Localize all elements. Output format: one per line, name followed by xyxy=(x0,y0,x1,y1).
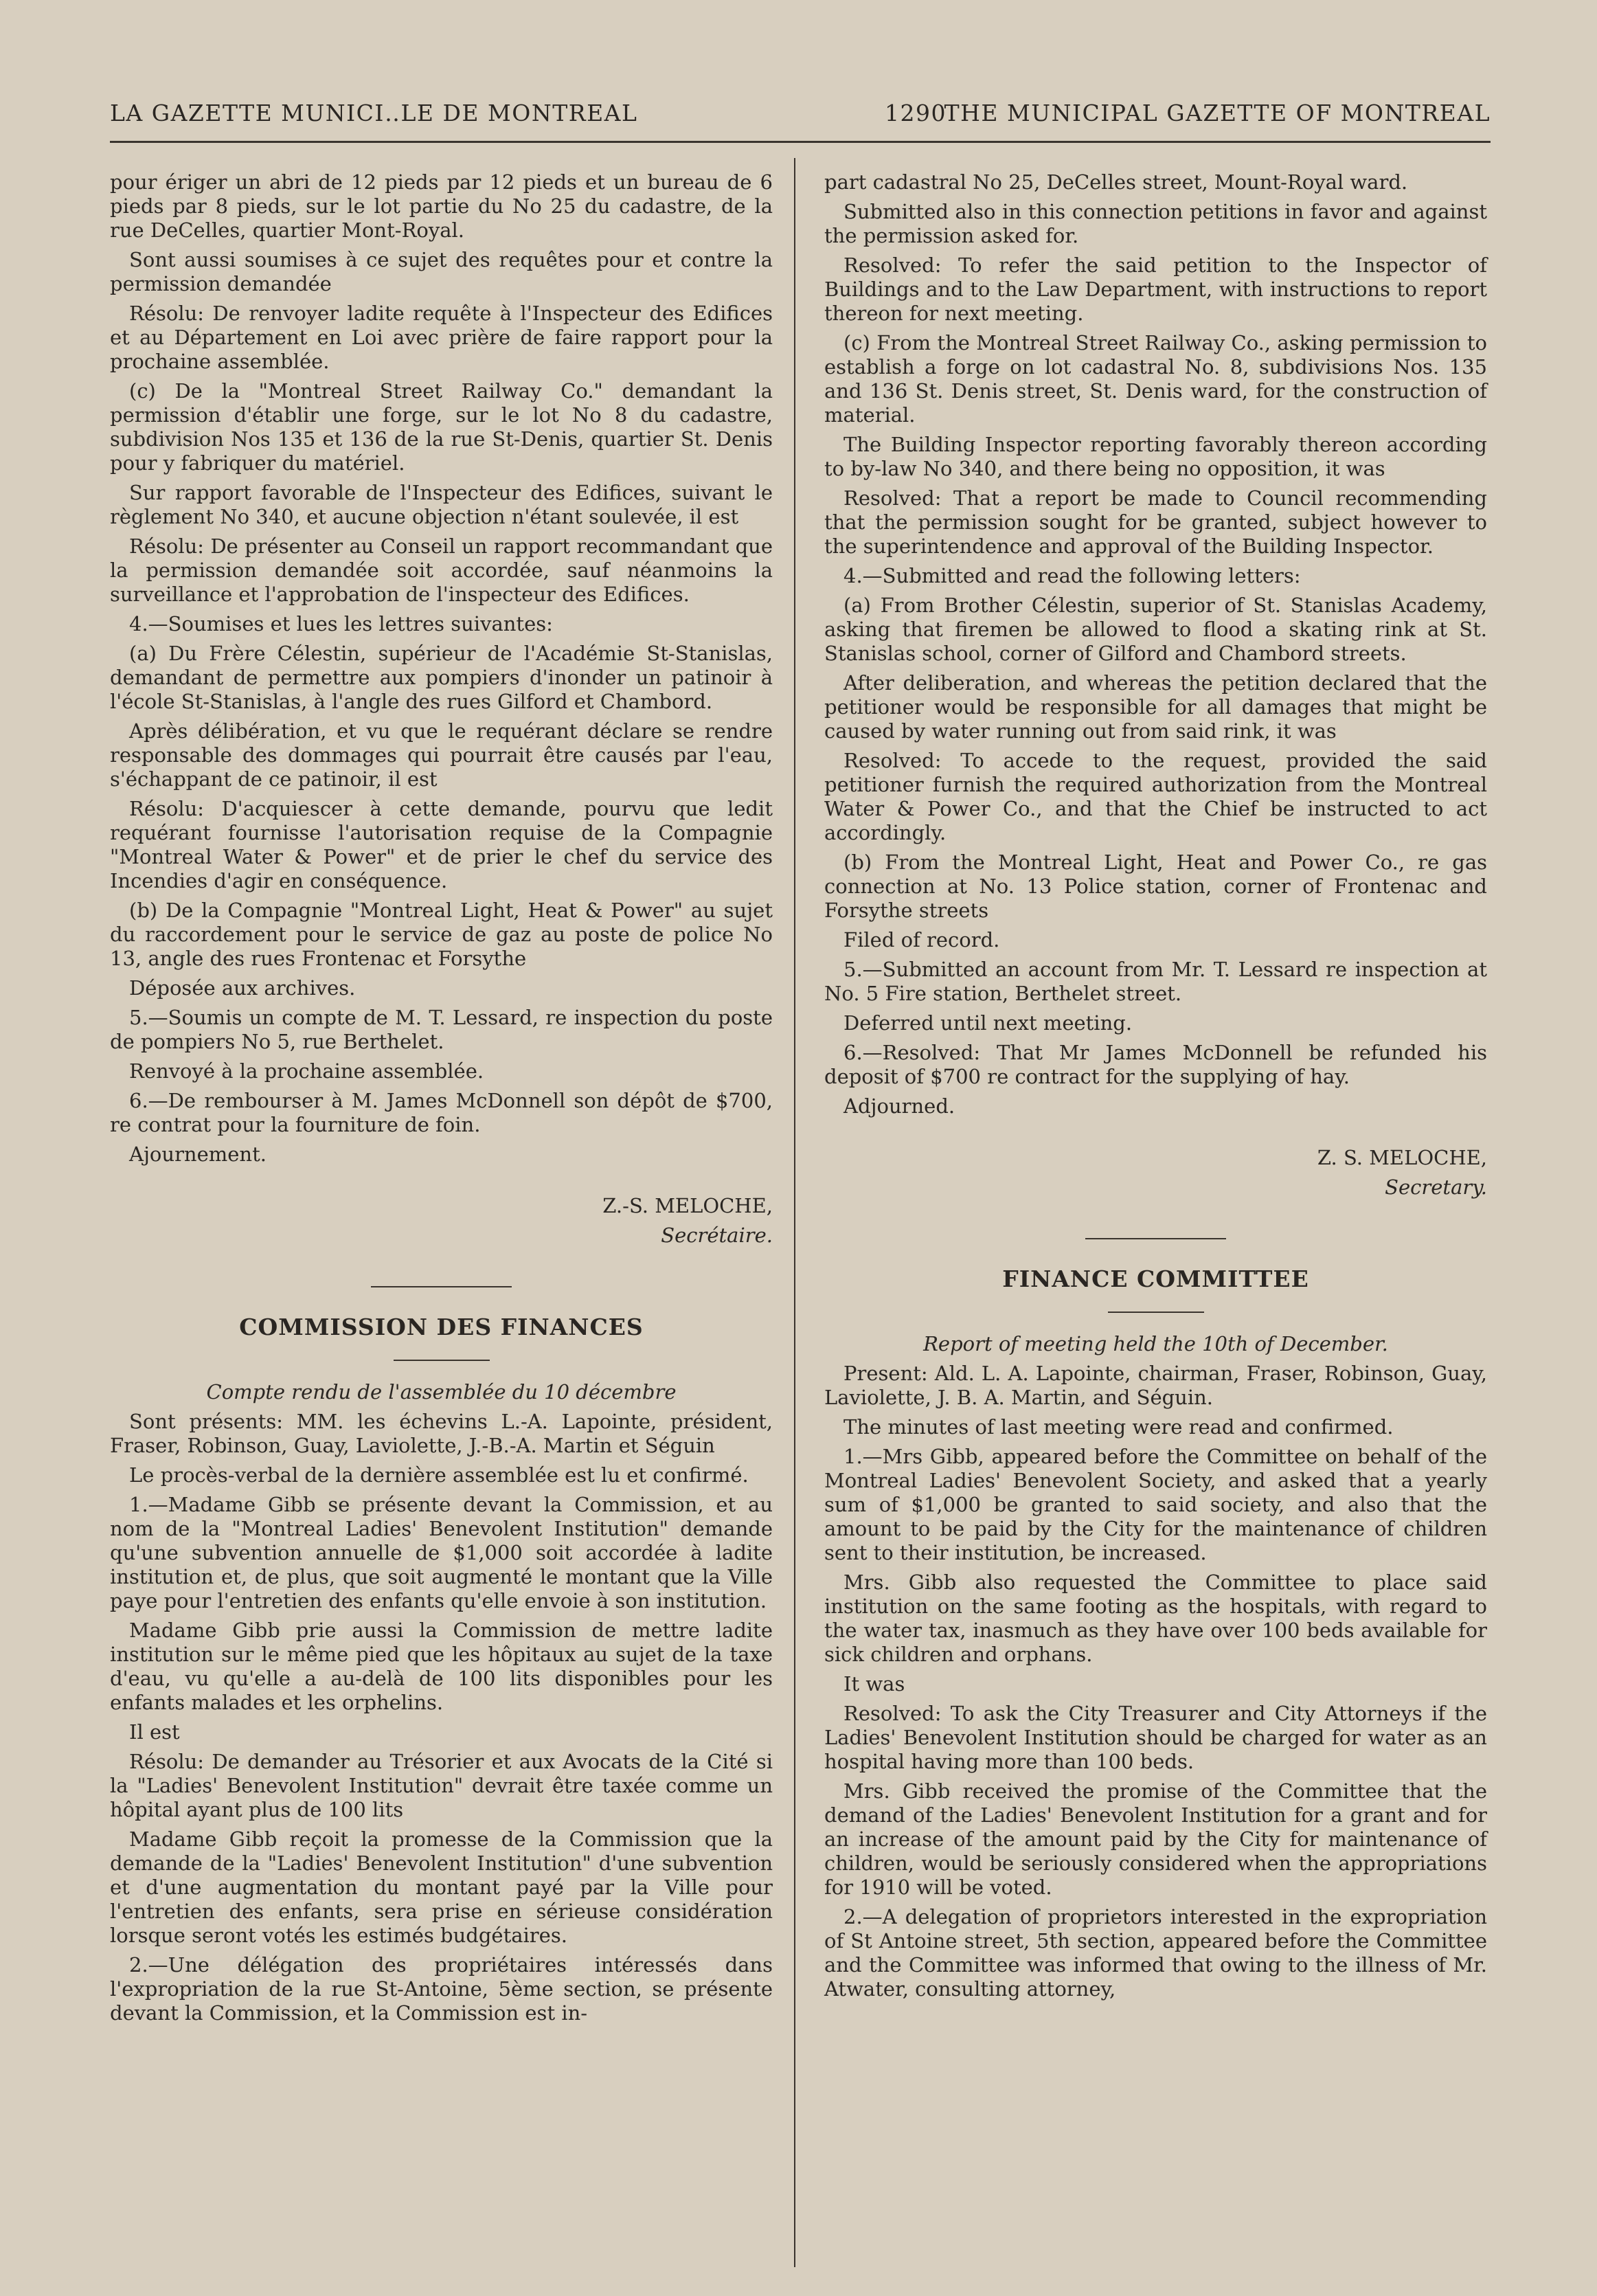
paragraph: Ajournement. xyxy=(129,1143,267,1166)
section-heading-fr: COMMISSION DES FINANCES xyxy=(239,1314,644,1340)
finance-minutes-en xyxy=(824,1362,1487,2001)
paragraph: Resolved: To ask the City Treasurer and City Attorneys if the Ladies' Benevolent Institution should be charged for water as an hospital having more than 100 beds. xyxy=(824,1702,1487,1773)
paragraph: Résolu: De renvoyer ladite requête à l'Inspecteur des Edifices et au Département en Loi avec prière de faire rapport pour la prochaine assemblée. xyxy=(110,302,773,373)
heading-underline-fr xyxy=(394,1360,490,1361)
secretary-name-fr: Z.-S. MELOCHE, xyxy=(602,1194,773,1217)
english-signature xyxy=(824,1146,1487,1200)
page-number: 1290 xyxy=(885,100,947,126)
paragraph: 1.—Mrs Gibb, appeared before the Committee on behalf of the Montreal Ladies' Benevolent Society, and asked that a yearly sum of $1,000 be granted to said society, and also that the amount to be paid by the City for the maintenance of children sent to their institution, be increased. xyxy=(824,1445,1487,1564)
paragraph: Résolu: D'acquiescer à cette demande, pourvu que ledit requérant fournisse l'autorisation requise de la Compagnie "Montreal Water & Power" et de prier le chef du service des Incendies d'agir en conséquence. xyxy=(110,797,773,892)
section-divider-en xyxy=(1085,1238,1226,1239)
heading-underline-en xyxy=(1108,1312,1204,1313)
paragraph: 2.—A delegation of proprietors interested in the expropriation of St Antoine street, 5th section, appeared before the Committee and the Committee was informed that owing to the illness of Mr. Atwater, consulting attorney, xyxy=(824,1905,1487,2001)
paragraph: Renvoyé à la prochaine assemblée. xyxy=(129,1059,484,1083)
paragraph: (a) Du Frère Célestin, supérieur de l'Académie St-Stanislas, demandant de permettre aux pompiers d'inonder un patinoir à l'école St-Stanislas, à l'angle des rues Gilford et Chambord. xyxy=(110,642,773,713)
paragraph: Il est xyxy=(129,1720,180,1744)
french-column xyxy=(110,170,773,2031)
paragraph: Mrs. Gibb received the promise of the Committee that the demand of the Ladies' Benevolent Institution for a grant and for an increase of the amount paid by the City for maintenance of children, would be seriously considered when the appropriations for 1910 will be voted. xyxy=(824,1779,1487,1899)
paragraph: pour ériger un abri de 12 pieds par 12 pieds et un bureau de 6 pieds par 8 pieds, sur le lot partie du No 25 du cadastre, de la rue DeCelles, quartier Mont-Royal. xyxy=(110,170,773,242)
english-minutes xyxy=(824,170,1487,1118)
secretary-title-fr: Secrétaire. xyxy=(661,1224,773,1247)
paragraph: Resolved: To accede to the request, provided the said petitioner furnish the required authorization from the Montreal Water & Power Co., and that the Chief be instructed to act accordingly. xyxy=(824,749,1487,844)
paragraph: Madame Gibb reçoit la promesse de la Commission que la demande de la "Ladies' Benevolent Institution" d'une subvention et d'une augmentation du montant payé par la Ville pour l'entretien des enfants, sera prise en sérieuse considération lorsque seront votés les estimés budgétaires. xyxy=(110,1827,773,1947)
paragraph: Résolu: De présenter au Conseil un rapport recommandant que la permission demandée soit accordée, sauf néanmoins la surveillance et l'approbation de l'inspecteur des Edifices. xyxy=(110,534,773,606)
paragraph: (b) From the Montreal Light, Heat and Power Co., re gas connection at No. 13 Police station, corner of Frontenac and Forsythe streets xyxy=(824,851,1487,922)
paragraph: It was xyxy=(843,1672,905,1696)
paragraph: Sur rapport favorable de l'Inspecteur des Edifices, suivant le règlement No 340, et aucune objection n'étant soulevée, il est xyxy=(110,481,773,528)
paragraph: (b) De la Compagnie "Montreal Light, Heat & Power" au sujet du raccordement pour le service de gaz au poste de police No 13, angle des rues Frontenac et Forsythe xyxy=(110,899,773,970)
paragraph: Sont aussi soumises à ce sujet des requêtes pour et contre la permission demandée xyxy=(110,248,773,295)
column-divider xyxy=(794,158,795,2267)
header-rule xyxy=(110,141,1491,143)
secretary-name-en: Z. S. MELOCHE, xyxy=(1317,1146,1487,1169)
paragraph: (a) From Brother Célestin, superior of St. Stanislas Academy, asking that firemen be allowed to flood a skating rink at St. Stanislas school, corner of Gilford and Chambord streets. xyxy=(824,594,1487,665)
paragraph: Resolved: To refer the said petition to the Inspector of Buildings and to the Law Department, with instructions to report thereon for next meeting. xyxy=(824,254,1487,325)
section-subheading-fr: Compte rendu de l'assemblée du 10 décembre xyxy=(206,1380,677,1404)
paragraph: 1.—Madame Gibb se présente devant la Commission, et au nom de la "Montreal Ladies' Benevolent Institution" demande qu'une subvention annuelle de $1,000 soit accordée à ladite institution et, de plus, que soit augmenté le montant que la Ville paye pour l'entretien des enfants qu'elle envoie à son institution. xyxy=(110,1493,773,1612)
paragraph: Après délibération, et vu que le requérant déclare se rendre responsable des dommages qui pourrait être causés par l'eau, s'échappant de ce patinoir, il est xyxy=(110,719,773,791)
paragraph: Present: Ald. L. A. Lapointe, chairman, Fraser, Robinson, Guay, Laviolette, J. B. A. Martin, and Séguin. xyxy=(824,1362,1487,1409)
paragraph: Mrs. Gibb also requested the Committee to place said institution on the same footing as the hospitals, with regard to the water tax, inasmuch as they have over 100 beds available for sick children and orphans. xyxy=(824,1571,1487,1666)
paragraph: Adjourned. xyxy=(843,1094,955,1118)
paragraph: Submitted also in this connection petitions in favor and against the permission asked for. xyxy=(824,200,1487,247)
english-column xyxy=(824,170,1487,2007)
paragraph: 4.—Soumises et lues les lettres suivantes: xyxy=(129,612,553,635)
paragraph: (c) From the Montreal Street Railway Co., asking permission to establish a forge on lot cadastral No. 8, subdivisions Nos. 135 and 136 St. Denis street, St. Denis ward, for the construction of material. xyxy=(824,331,1487,427)
paragraph: Résolu: De demander au Trésorier et aux Avocats de la Cité si la "Ladies' Benevolent Institution" devrait être taxée comme un hôpital ayant plus de 100 lits xyxy=(110,1750,773,1821)
paragraph: Filed of record. xyxy=(843,928,1000,952)
paragraph: 5.—Soumis un compte de M. T. Lessard, re inspection du poste de pompiers No 5, rue Berthelet. xyxy=(110,1006,773,1053)
french-signature xyxy=(110,1194,773,1248)
section-heading-en: FINANCE COMMITTEE xyxy=(1002,1265,1309,1292)
paragraph: Deferred until next meeting. xyxy=(843,1011,1133,1035)
paragraph: 5.—Submitted an account from Mr. T. Lessard re inspection at No. 5 Fire station, Berthelet street. xyxy=(824,958,1487,1005)
paragraph: The minutes of last meeting were read and confirmed. xyxy=(843,1415,1394,1439)
paragraph: The Building Inspector reporting favorably thereon according to by-law No 340, and there being no opposition, it was xyxy=(824,433,1487,480)
paragraph: Déposée aux archives. xyxy=(129,976,356,1000)
french-minutes xyxy=(110,170,773,1167)
header-english-title: THE MUNICIPAL GAZETTE OF MONTREAL xyxy=(944,100,1491,126)
page-header xyxy=(110,100,1491,134)
paragraph: Sont présents: MM. les échevins L.-A. Lapointe, président, Fraser, Robinson, Guay, Laviolette, J.-B.-A. Martin et Séguin xyxy=(110,1410,773,1457)
paragraph: 6.—De rembourser à M. James McDonnell son dépôt de $700, re contrat pour la fourniture de foin. xyxy=(110,1089,773,1136)
paragraph: 4.—Submitted and read the following letters: xyxy=(843,564,1301,587)
paragraph: Le procès-verbal de la dernière assemblée est lu et confirmé. xyxy=(129,1463,749,1487)
paragraph: 6.—Resolved: That Mr James McDonnell be refunded his deposit of $700 re contract for the supplying of hay. xyxy=(824,1041,1487,1088)
paragraph: part cadastral No 25, DeCelles street, Mount-Royal ward. xyxy=(824,170,1408,194)
paragraph: 2.—Une délégation des propriétaires intéressés dans l'expropriation de la rue St-Antoine, 5ème section, se présente devant la Commission, et la Commission est in- xyxy=(110,1953,773,2025)
paragraph: (c) De la "Montreal Street Railway Co." demandant la permission d'établir une forge, sur le lot No 8 du cadastre, subdivision Nos 135 et 136 de la rue St-Denis, quartier St. Denis pour y fabriquer du matériel. xyxy=(110,379,773,475)
header-french-title: LA GAZETTE MUNICI‥LE DE MONTREAL xyxy=(110,100,638,126)
finance-minutes-fr xyxy=(110,1410,773,2025)
section-divider-fr xyxy=(371,1286,512,1287)
secretary-title-en: Secretary. xyxy=(1385,1175,1487,1199)
paragraph: After deliberation, and whereas the petition declared that the petitioner would be responsible for all damages that might be caused by water running out from said rink, it was xyxy=(824,671,1487,743)
section-subheading-en: Report of meeting held the 10th of December. xyxy=(923,1332,1388,1355)
paragraph: Resolved: That a report be made to Council recommending that the permission sought for be granted, subject however to the superintendence and approval of the Building Inspector. xyxy=(824,486,1487,558)
paragraph: Madame Gibb prie aussi la Commission de mettre ladite institution sur le même pied que les hôpitaux au sujet de la taxe d'eau, vu qu'elle a au-delà de 100 lits disponibles pour les enfants malades et les orphelins. xyxy=(110,1619,773,1714)
